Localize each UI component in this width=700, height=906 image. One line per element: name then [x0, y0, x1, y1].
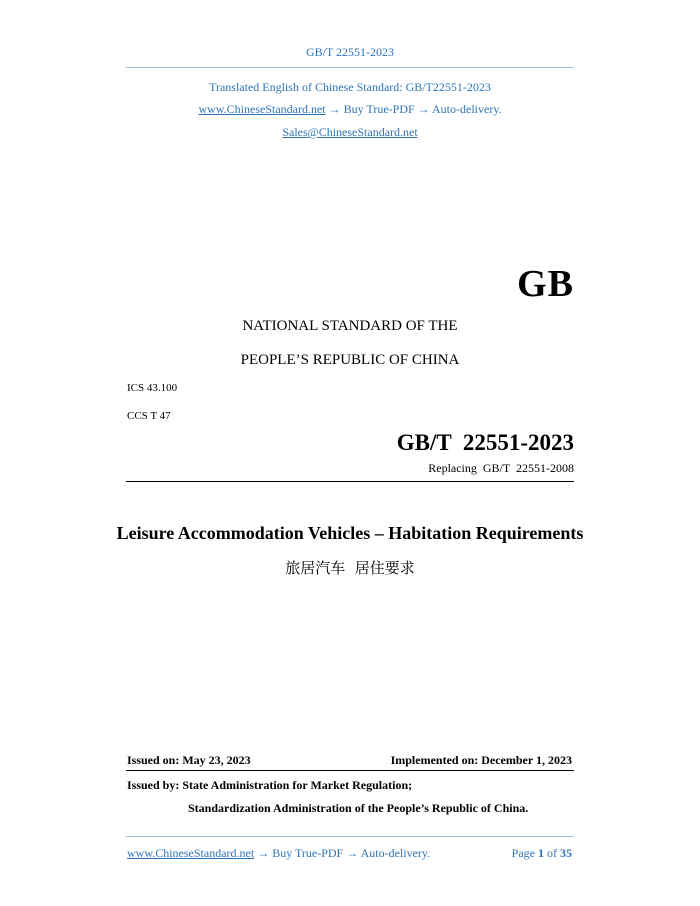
ccs-code: CCS T 47	[127, 410, 171, 422]
page-number: 1	[538, 846, 544, 860]
issued-by-second: Standardization Administration of the People’s Republic of China.	[188, 801, 529, 815]
title-chinese: 旅居汽车 居住要求	[285, 559, 415, 577]
issue-divider	[126, 770, 574, 771]
of-label: of	[547, 846, 557, 860]
arrow-right-icon: →	[346, 846, 359, 860]
buy-true-pdf-text: Buy True-PDF	[343, 102, 415, 116]
auto-delivery-text: Auto-delivery.	[432, 102, 502, 116]
site-link[interactable]: www.ChineseStandard.net	[198, 102, 326, 116]
page-indicator	[430, 846, 572, 861]
replacing-note: Replacing GB/T 22551-2008	[428, 461, 574, 475]
implemented-on: Implemented on: December 1, 2023	[390, 753, 572, 767]
email-line	[0, 125, 700, 140]
issued-on: Issued on: May 23, 2023	[127, 753, 251, 767]
ics-code: ICS 43.100	[127, 382, 178, 394]
national-standard-line-2: PEOPLE’S REPUBLIC OF CHINA	[240, 352, 460, 368]
standard-number: GB/T 22551-2023	[396, 430, 574, 455]
translated-line: Translated English of Chinese Standard: GB/T22551-2023	[209, 80, 491, 94]
header-divider	[126, 67, 574, 68]
purchase-line	[0, 102, 700, 117]
footer-divider	[126, 836, 574, 837]
arrow-right-icon: →	[328, 102, 341, 116]
arrow-right-icon: →	[417, 102, 430, 116]
email-link[interactable]: Sales@ChineseStandard.net	[282, 125, 418, 139]
footer-site-link[interactable]: www.ChineseStandard.net	[127, 846, 255, 860]
footer-auto-delivery-text: Auto-delivery.	[360, 846, 431, 860]
title-english: Leisure Accommodation Vehicles – Habitation Requirements	[116, 523, 584, 543]
national-standard-line-1: NATIONAL STANDARD OF THE	[242, 318, 458, 334]
issued-by: Issued by: State Administration for Market Regulation;	[127, 778, 413, 792]
standard-divider	[126, 481, 574, 482]
gb-logo: GB	[517, 263, 574, 305]
running-header: GB/T 22551-2023	[305, 45, 395, 59]
footer-buy-true-pdf-text: Buy True-PDF	[272, 846, 344, 860]
page-total: 35	[560, 846, 572, 860]
arrow-right-icon: →	[257, 846, 270, 860]
footer-purchase-line	[127, 846, 430, 861]
page-label: Page	[511, 846, 535, 860]
